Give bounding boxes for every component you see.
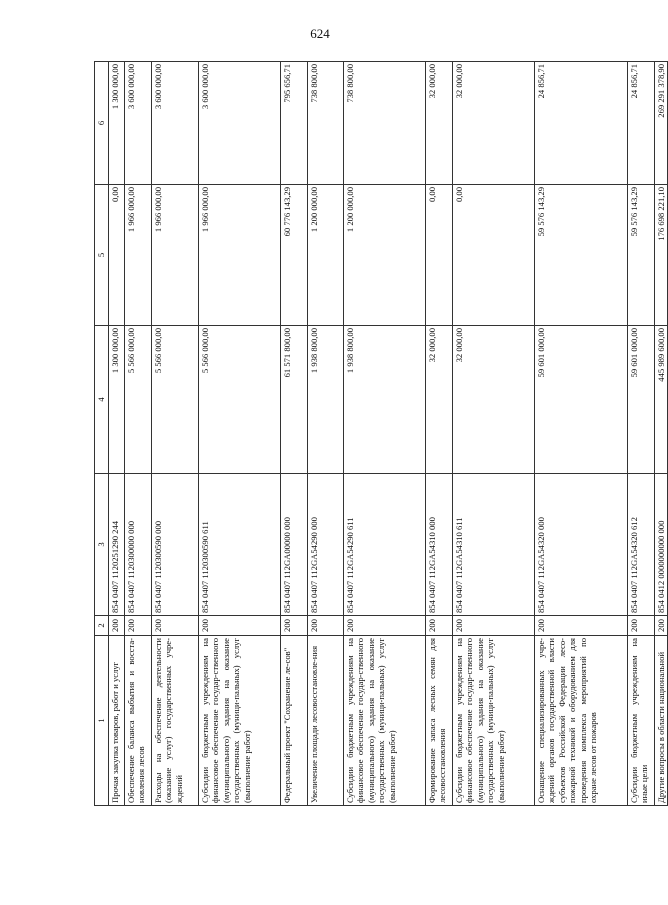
table-viewport (94, 62, 666, 806)
cell-v6: 32 000,00 (425, 62, 452, 185)
cell-code: 200 (343, 616, 425, 636)
cell-classifier: 854 0407 112GA54310 000 (425, 474, 452, 616)
cell-v6: 24 856,71 (627, 62, 654, 185)
cell-classifier: 854 0407 112GA54320 000 (534, 474, 627, 616)
cell-v6: 3 600 000,00 (198, 62, 280, 185)
cell-name: Увеличение площади лесовосстановле-ния (307, 636, 343, 806)
cell-classifier: 854 0407 1120300000 000 (124, 474, 151, 616)
table-row (198, 62, 280, 806)
cell-classifier: 854 0412 0000000000 000 (654, 474, 668, 616)
cell-name: Обеспечение баланса выбытия и восста-новления лесов (124, 636, 151, 806)
cell-v4: 32 000,00 (425, 326, 452, 474)
cell-v5: 0,00 (425, 185, 452, 326)
cell-v4: 61 571 800,00 (280, 326, 307, 474)
header-cell: 3 (95, 474, 109, 616)
cell-classifier: 854 0407 1120300590 611 (198, 474, 280, 616)
cell-v5: 1 200 000,00 (343, 185, 425, 326)
cell-name: Формирование запаса лесных семян для лесовосстановления (425, 636, 452, 806)
cell-v6: 3 600 000,00 (124, 62, 151, 185)
cell-v5: 1 966 000,00 (198, 185, 280, 326)
cell-name: Расходы на обеспечение деятельности (оказание услуг) государственных учре-ждений (151, 636, 198, 806)
cell-classifier: 854 0407 112GA54290 611 (343, 474, 425, 616)
cell-v4: 1 300 000,00 (108, 326, 124, 474)
cell-name: Федеральный проект "Сохранение ле-сов" (280, 636, 307, 806)
rotated-table-container (94, 62, 666, 806)
header-cell: 1 (95, 636, 109, 806)
cell-classifier: 854 0407 1120300590 000 (151, 474, 198, 616)
table-row (343, 62, 425, 806)
cell-v4: 1 938 800,00 (343, 326, 425, 474)
cell-classifier: 854 0407 112GA54290 000 (307, 474, 343, 616)
cell-v4: 59 601 000,00 (627, 326, 654, 474)
cell-name: Прочая закупка товаров, работ и услуг (108, 636, 124, 806)
cell-name: Субсидии бюджетным учреждениям на финансовое обеспечение государ-ственного (муниципального) задания на оказание государственных (муници-пальных) услуг (выполнение работ) (198, 636, 280, 806)
table-row (534, 62, 627, 806)
cell-classifier: 854 0407 112GA54310 611 (452, 474, 534, 616)
cell-v4: 32 000,00 (452, 326, 534, 474)
cell-v5: 59 576 143,29 (534, 185, 627, 326)
cell-code: 200 (280, 616, 307, 636)
table-row (654, 62, 668, 806)
table-row (627, 62, 654, 806)
cell-v4: 445 989 600,00 (654, 326, 668, 474)
cell-v4: 1 938 800,00 (307, 326, 343, 474)
cell-classifier: 854 0407 1120251290 244 (108, 474, 124, 616)
cell-v6: 32 000,00 (452, 62, 534, 185)
page-number: 624 (310, 26, 330, 41)
cell-name: Субсидии бюджетным учреждениям на иные цели (627, 636, 654, 806)
table-row (280, 62, 307, 806)
header-cell: 5 (95, 185, 109, 326)
cell-v5: 60 776 143,29 (280, 185, 307, 326)
cell-v6: 795 656,71 (280, 62, 307, 185)
cell-v5: 1 200 000,00 (307, 185, 343, 326)
table-row (124, 62, 151, 806)
table-row (108, 62, 124, 806)
cell-code: 200 (124, 616, 151, 636)
cell-v4: 5 566 000,00 (198, 326, 280, 474)
cell-code: 200 (627, 616, 654, 636)
table-row (307, 62, 343, 806)
header-cell: 6 (95, 62, 109, 185)
cell-v5: 59 576 143,29 (627, 185, 654, 326)
cell-code: 200 (108, 616, 124, 636)
cell-code: 200 (452, 616, 534, 636)
budget-table (94, 61, 668, 806)
cell-name: Оснащение специализированных учре-ждений органов государственной власти субъектов Российской Федерации лесо-пожарной техникой и оборудованием для проведения комплекса мероприятий по охране лесов от пожаров (534, 636, 627, 806)
cell-name: Другие вопросы в области национальной (654, 636, 668, 806)
cell-v5: 176 698 221,10 (654, 185, 668, 326)
cell-code: 200 (198, 616, 280, 636)
table-row (452, 62, 534, 806)
cell-v5: 1 966 000,00 (124, 185, 151, 326)
cell-v6: 738 800,00 (343, 62, 425, 185)
cell-code: 200 (307, 616, 343, 636)
cell-code: 200 (654, 616, 668, 636)
cell-v6: 1 300 000,00 (108, 62, 124, 185)
header-cell: 2 (95, 616, 109, 636)
cell-classifier: 854 0407 112GA54320 612 (627, 474, 654, 616)
cell-v5: 1 966 000,00 (151, 185, 198, 326)
header-row (95, 62, 109, 806)
table-row (151, 62, 198, 806)
cell-v4: 59 601 000,00 (534, 326, 627, 474)
cell-v6: 24 856,71 (534, 62, 627, 185)
header-cell: 4 (95, 326, 109, 474)
cell-v5: 0,00 (452, 185, 534, 326)
cell-v6: 738 800,00 (307, 62, 343, 185)
table-body (95, 62, 668, 806)
cell-v6: 269 291 378,90 (654, 62, 668, 185)
cell-v6: 3 600 000,00 (151, 62, 198, 185)
cell-code: 200 (425, 616, 452, 636)
cell-name: Субсидии бюджетным учреждениям на финансовое обеспечение государ-ственного (муниципального) задания на оказание государственных (муници-пальных) услуг (выполнение работ) (452, 636, 534, 806)
cell-v5: 0,00 (108, 185, 124, 326)
cell-name: Субсидии бюджетным учреждениям на финансовое обеспечение государ-ственного (муниципального) задания на оказание государственных (муници-пальных) услуг (выполнение работ) (343, 636, 425, 806)
cell-code: 200 (151, 616, 198, 636)
cell-v4: 5 566 000,00 (124, 326, 151, 474)
cell-classifier: 854 0407 112GA00000 000 (280, 474, 307, 616)
table-row (425, 62, 452, 806)
cell-code: 200 (534, 616, 627, 636)
cell-v4: 5 566 000,00 (151, 326, 198, 474)
